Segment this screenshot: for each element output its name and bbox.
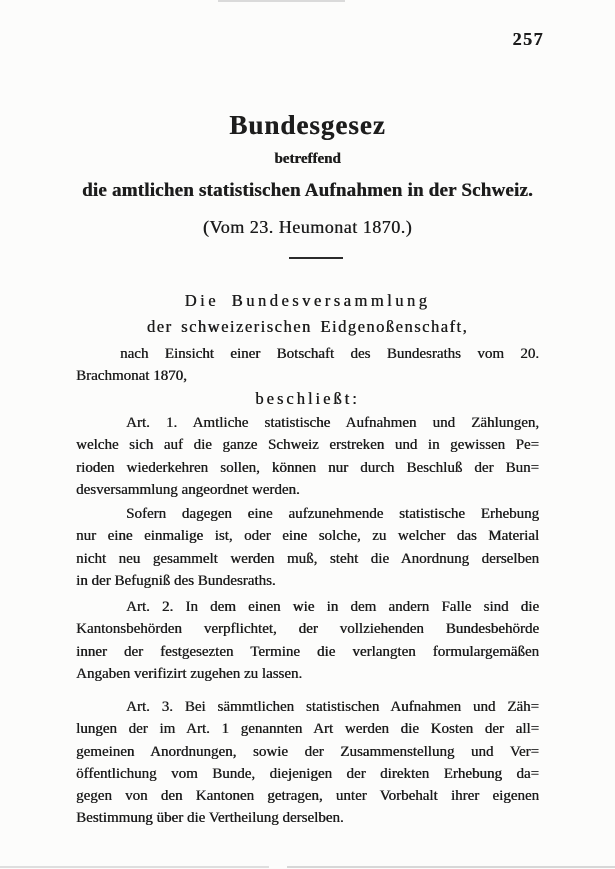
text-line: Bestimmung über die Vertheilung derselben. bbox=[76, 810, 344, 827]
page-number: 257 bbox=[512, 29, 544, 49]
text-line: Angaben verifizirt zugehen zu lassen. bbox=[76, 665, 303, 682]
scan-artifact-bottom-left bbox=[0, 866, 269, 868]
separator-rule bbox=[289, 257, 343, 259]
text-line: desversammlung angeordnet werden. bbox=[76, 481, 300, 498]
paragraph-article-1-clause-2 bbox=[76, 503, 539, 592]
scan-artifact-top bbox=[218, 0, 345, 2]
text-line: lungen der im Art. 1 genannten Art werden die Kosten der all= bbox=[76, 721, 539, 738]
text-line: nach Einsicht einer Botschaft des Bundesraths vom 20. bbox=[120, 346, 539, 362]
law-subject-line: die amtlichen statistischen Aufnahmen in der Schweiz. bbox=[82, 180, 533, 201]
preamble-assembly-line-2: der schweizerischen Eidgenoßenschaft, bbox=[146, 317, 469, 336]
text-line: Art. 2. In dem einen wie in dem andern Falle sind die bbox=[126, 599, 539, 615]
text-line: Art. 3. Bei sämmtlichen statistischen Aufnahmen und Zäh= bbox=[126, 699, 539, 715]
text-line: Kantonsbehörden verpflichtet, der vollziehenden Bundesbehörde bbox=[76, 621, 539, 638]
text-line: in der Befugniß des Bundesraths. bbox=[76, 572, 276, 589]
paragraph-article-2 bbox=[76, 596, 539, 685]
text-line: inner der festgesezten Termine die verlangten formulargemäßen bbox=[76, 643, 539, 660]
law-title: Bundesgesez bbox=[229, 110, 386, 140]
paragraph-article-3 bbox=[76, 696, 539, 830]
text-line: gegen von den Kantonen getragen, unter Vorbehalt ihrer eigenen bbox=[76, 788, 539, 805]
preamble-recital bbox=[76, 343, 539, 388]
text-line: öffentlichung vom Bunde, diejenigen der direkten Erhebung da= bbox=[76, 765, 539, 782]
text-line: Brachmonat 1870, bbox=[76, 368, 187, 385]
paragraph-article-1 bbox=[76, 412, 539, 501]
law-title-connector: betreffend bbox=[274, 151, 341, 167]
preamble-assembly-line-1: Die Bundesversammlung bbox=[184, 291, 431, 310]
law-date-line: (Vom 23. Heumonat 1870.) bbox=[202, 217, 413, 237]
text-line: nicht neu gesammelt werden muß, steht die Anordnung derselben bbox=[76, 550, 539, 567]
text-line: gemeinen Anordnungen, sowie der Zusammenstellung und Ver= bbox=[76, 743, 539, 760]
text-line: nur eine einmalige ist, oder eine solche, zu welcher das Material bbox=[76, 528, 539, 545]
text-line: Sofern dagegen eine aufzunehmende statistische Erhebung bbox=[126, 506, 539, 522]
scan-artifact-bottom-right bbox=[287, 866, 615, 868]
text-line: welche sich auf die ganze Schweiz erstreken und in gewissen Pe= bbox=[76, 437, 539, 454]
preamble-enacting-word: beschließt: bbox=[255, 389, 360, 408]
text-line: Art. 1. Amtliche statistische Aufnahmen und Zählungen, bbox=[126, 415, 539, 431]
text-line: rioden wiederkehren sollen, können nur durch Beschluß der Bun= bbox=[76, 459, 539, 476]
